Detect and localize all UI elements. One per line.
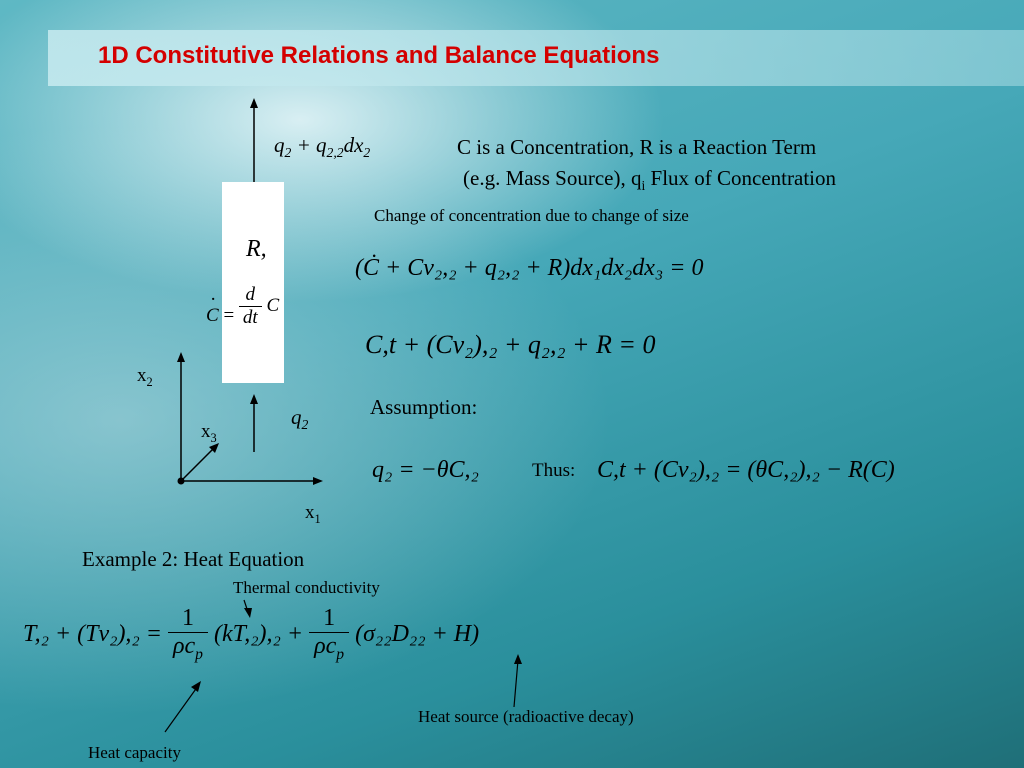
- heat-eq-term-2: (σ₂₂D₂₂ + H): [355, 620, 480, 647]
- axis-x3: [181, 448, 214, 481]
- top-flux-arrowhead: [250, 98, 258, 108]
- description-line-2: (e.g. Mass Source), $q_i$ Flux of Concentration: [463, 166, 836, 194]
- heat-source-arrow: [514, 660, 518, 707]
- slide-title: 1D Constitutive Relations and Balance Equations: [98, 42, 660, 69]
- assumption-label: Assumption:: [370, 395, 478, 419]
- axis-x1-head: [313, 477, 323, 485]
- bottom-flux-arrowhead: [250, 394, 258, 404]
- description-line-1: C is a Concentration, R is a Reaction Term: [457, 135, 817, 159]
- assumption-equation: q₂ = −θC,₂: [372, 457, 479, 483]
- heat-eq-term-1: (kT,₂),₂ +: [213, 620, 304, 647]
- heat-eq-lhs: T,₂ + (Tv₂),₂ =: [23, 620, 162, 647]
- heat-equation: [23, 605, 479, 664]
- top-flux-label: $q_2 + q_{2,2}dx_2$: [274, 133, 371, 161]
- thermal-conductivity-label: Thermal conductivity: [233, 578, 380, 597]
- example-heading: Example 2: Heat Equation: [82, 547, 305, 571]
- thus-label: Thus:: [532, 460, 576, 481]
- thus-equation: C,t + (Cv₂),₂ = (θC,₂),₂ − R(C): [597, 457, 895, 483]
- heat-capacity-arrow: [165, 686, 198, 732]
- axis-x3-label: $x_3$: [201, 421, 217, 445]
- balance-equation-2: C,t + (Cv₂),₂ + q₂,₂ + R = 0: [365, 330, 656, 359]
- cdot-definition: · C = $\frac{d}{dt}$ C: [206, 284, 280, 328]
- reaction-label: R,: [246, 236, 267, 262]
- axis-x1-label: $x_1$: [305, 502, 321, 526]
- heat-source-arrowhead: [514, 654, 522, 664]
- heat-eq-fraction-1: $\frac{1}{\rho c_p}$: [168, 605, 208, 664]
- heat-capacity-arrowhead: [191, 681, 201, 692]
- heat-source-label: Heat source (radioactive decay): [418, 707, 634, 726]
- change-note: Change of concentration due to change of size: [374, 206, 689, 225]
- heat-eq-fraction-2: $\frac{1}{\rho c_p}$: [309, 605, 349, 664]
- axis-x2-head: [177, 352, 185, 362]
- origin-dot: [178, 478, 185, 485]
- balance-equation-1: (Ċ + Cv₂,₂ + q₂,₂ + R)dx₁dx₂dx₃ = 0: [355, 255, 704, 281]
- bottom-flux-label: $q_2$: [291, 405, 309, 433]
- heat-capacity-label: Heat capacity: [88, 743, 181, 762]
- axis-x2-label: $x_2$: [137, 365, 153, 389]
